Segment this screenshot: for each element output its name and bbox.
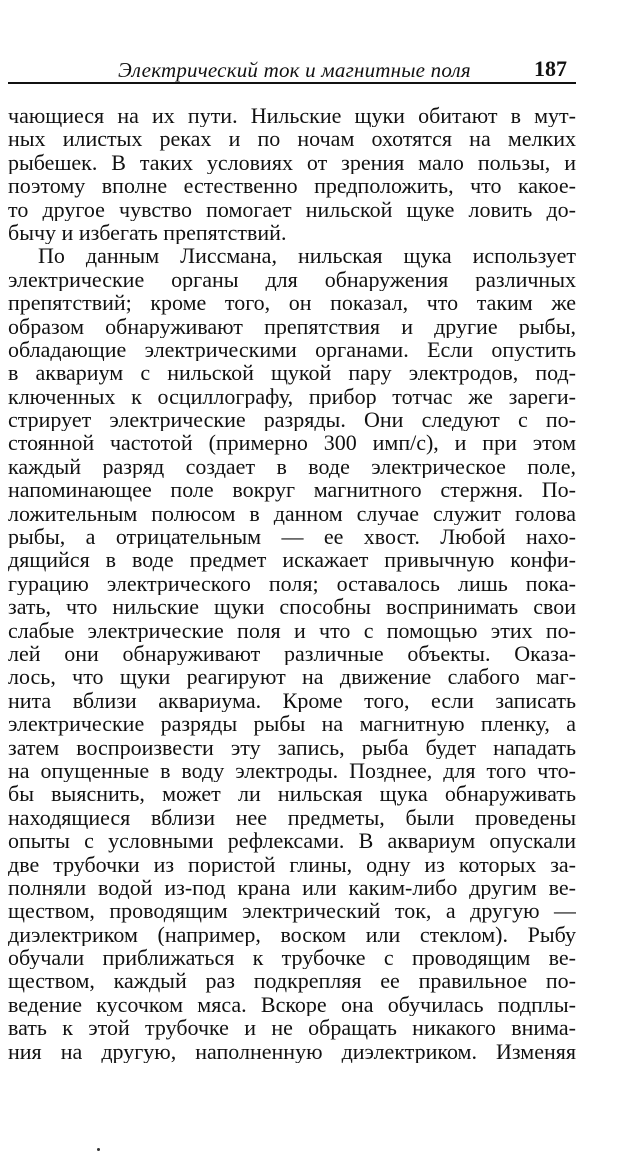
text-line: поэтому вполне естественно предположить, что какое- [8,174,576,198]
text-line: в аквариум с нильской щукой пару электродов, под- [8,361,576,385]
text-line: дящийся в воде предмет искажает привычную конфи- [8,548,576,572]
text-line: затем воспроизвести эту запись, рыба будет нападать [8,735,576,759]
print-speck [97,1148,100,1151]
text-line: ведение кусочком мяса. Вскоре она обучилась подплы- [8,992,576,1017]
text-line: электрические органы для обнаружения различных [8,267,576,292]
header-rule [8,82,576,84]
text-line: ществом, проводящим электрический ток, а другую — [8,899,576,923]
text-line: на опущенные в воду электроды. Позднее, для того что- [8,758,576,783]
text-line: гурацию электрического поля; оставалось лишь пока- [8,571,576,596]
paragraph [8,104,576,244]
text-line: По данным Лиссмана, нильская щука использует [38,244,576,268]
text-line: рыбешек. В таких условиях от зрения мало пользы, и [8,150,576,175]
text-line: опыты с условными рефлексами. В аквариум опускали [8,829,576,853]
text-line: стрирует электрические разряды. Они следуют с по- [8,408,576,432]
text-line: то другое чувство помогает нильской щуке ловить до- [8,197,576,221]
text-line: диэлектриком (например, воском или стеклом). Рыбу [8,922,576,947]
text-line: вать к этой трубочке и не обращать никакого внима- [8,1016,576,1040]
text-line: бычу и избегать препятствий. [8,220,287,245]
text-line: ложительным полюсом в данном случае служит голова [8,501,576,526]
page-number: 187 [534,56,567,81]
text-line: лей они обнаруживают различные объекты. Оказа- [8,641,576,666]
body-text [8,104,576,1063]
text-line: препятствий; кроме того, он показал, что таким же [8,291,576,315]
text-line: полняли водой из-под крана или каким-либо другим ве- [8,875,576,900]
text-line: обучали приближаться к трубочке с проводящим ве- [8,946,576,970]
text-line: рыбы, а отрицательным — ее хвост. Любой нахо- [8,525,576,549]
paragraph [8,244,576,1063]
text-line: лось, что щуки реагируют на движение слабого маг- [8,665,576,689]
text-line: электрические разряды рыбы на магнитную пленку, а [8,712,576,736]
text-line: ния на другую, наполненную диэлектриком. Изменяя [8,1039,576,1064]
text-line: ществом, каждый раз подкрепляя ее правильное по- [8,969,576,993]
text-line: зать, что нильские щуки способны воспринимать свои [8,595,576,619]
text-line: слабые электрические поля и что с помощью этих по- [8,618,576,642]
text-line: стоянной частотой (примерно 300 имп/с), и при этом [8,431,576,455]
text-line: каждый разряд создает в воде электрическое поле, [8,454,576,479]
text-line: находящиеся вблизи нее предметы, были проведены [8,805,576,830]
text-line: ключенных к осциллографу, прибор тотчас же зареги- [8,384,576,409]
text-line: напоминающее поле вокруг магнитного стержня. По- [8,478,576,502]
running-title: Электрический ток и магнитные поля [118,58,471,82]
text-line: нита вблизи аквариума. Кроме того, если записать [8,688,576,713]
text-line: обладающие электрическими органами. Если опустить [8,337,576,362]
text-line: образом обнаруживают препятствия и другие рыбы, [8,314,576,338]
text-line: две трубочки из пористой глины, одну из которых за- [8,852,576,876]
text-line: бы выяснить, может ли нильская щука обнаруживать [8,782,576,806]
text-line: ных илистых реках и по ночам охотятся на мелких [8,127,576,151]
text-line: чающиеся на их пути. Нильские щуки обитают в мут- [8,104,576,128]
